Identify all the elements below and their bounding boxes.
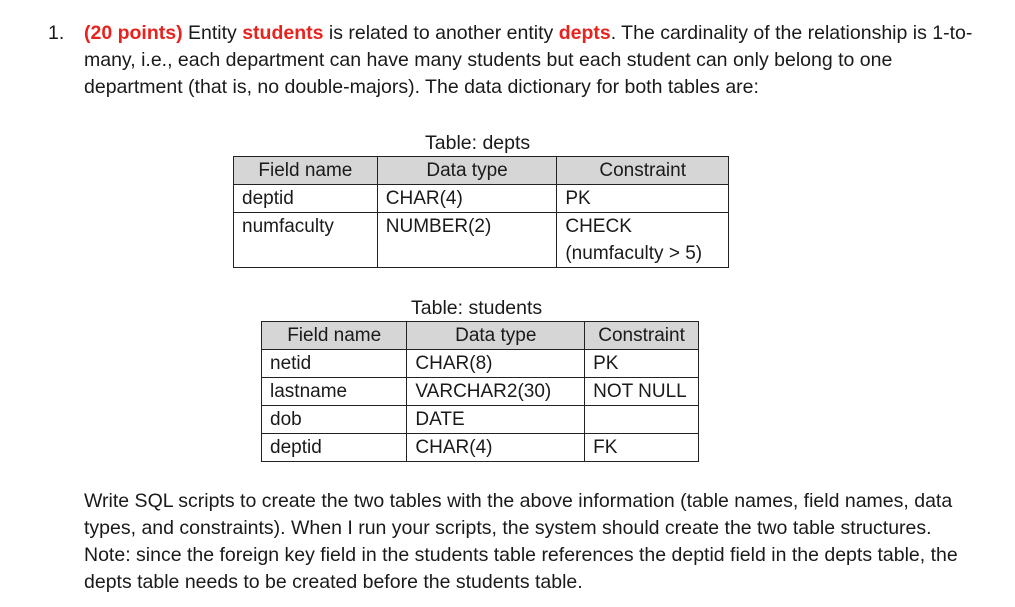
depts-field-cell: deptid (234, 185, 378, 213)
students-type-cell: DATE (407, 406, 585, 434)
students-constraint-cell: FK (585, 434, 699, 462)
table-row (234, 185, 729, 213)
table-row (262, 378, 699, 406)
students-type-cell: VARCHAR2(30) (407, 378, 585, 406)
students-field-cell: lastname (262, 378, 407, 406)
depts-type-cell: NUMBER(2) (377, 213, 557, 268)
depts-constraint-cell: PK (557, 185, 729, 213)
depts-header-field: Field name (234, 157, 378, 185)
intro-text-3: . The cardinality of the relationship is 1-to-many, i.e., each department can have many students but each student can only belong to one department (that is, no double-majors). The data dictionary for both tables are: (84, 22, 973, 98)
question-number: 1. (48, 22, 65, 44)
students-table (261, 321, 699, 462)
points-label: (20 points) (84, 22, 183, 44)
table-row (262, 350, 699, 378)
students-header-constraint: Constraint (585, 322, 699, 350)
students-field-cell: netid (262, 350, 407, 378)
depts-constraint-cell: CHECK (numfaculty > 5) (557, 213, 729, 268)
students-type-cell: CHAR(4) (407, 434, 585, 462)
closing-paragraph: Write SQL scripts to create the two tables with the above information (table names, field names, data types, and constraints). When I run your scripts, the system should create the two table structures. Note: since the foreign key field in the students table references the deptid field in the depts table, the depts table needs to be created before the students table. (84, 490, 958, 593)
students-field-cell: dob (262, 406, 407, 434)
entity-students-label: students (242, 22, 324, 44)
depts-header-constraint: Constraint (557, 157, 729, 185)
question-paragraph (48, 20, 978, 101)
depts-table-title: Table: depts (425, 132, 531, 154)
students-type-cell: CHAR(8) (407, 350, 585, 378)
depts-type-cell: CHAR(4) (377, 185, 557, 213)
question-text (84, 20, 978, 101)
students-header-type: Data type (407, 322, 585, 350)
students-constraint-cell: NOT NULL (585, 378, 699, 406)
intro-text-2: is related to another entity (323, 22, 559, 44)
students-header-row (262, 322, 699, 350)
students-constraint-cell (585, 406, 699, 434)
table-row (262, 406, 699, 434)
depts-header-type: Data type (377, 157, 557, 185)
depts-table (233, 156, 729, 268)
depts-header-row (234, 157, 729, 185)
table-row (234, 213, 729, 268)
entity-depts-label: depts (558, 22, 611, 44)
depts-field-cell: numfaculty (234, 213, 378, 268)
students-header-field: Field name (262, 322, 407, 350)
students-constraint-cell: PK (585, 350, 699, 378)
students-field-cell: deptid (262, 434, 407, 462)
table-row (262, 434, 699, 462)
students-table-title: Table: students (411, 297, 543, 319)
intro-text-1: Entity (182, 22, 243, 44)
